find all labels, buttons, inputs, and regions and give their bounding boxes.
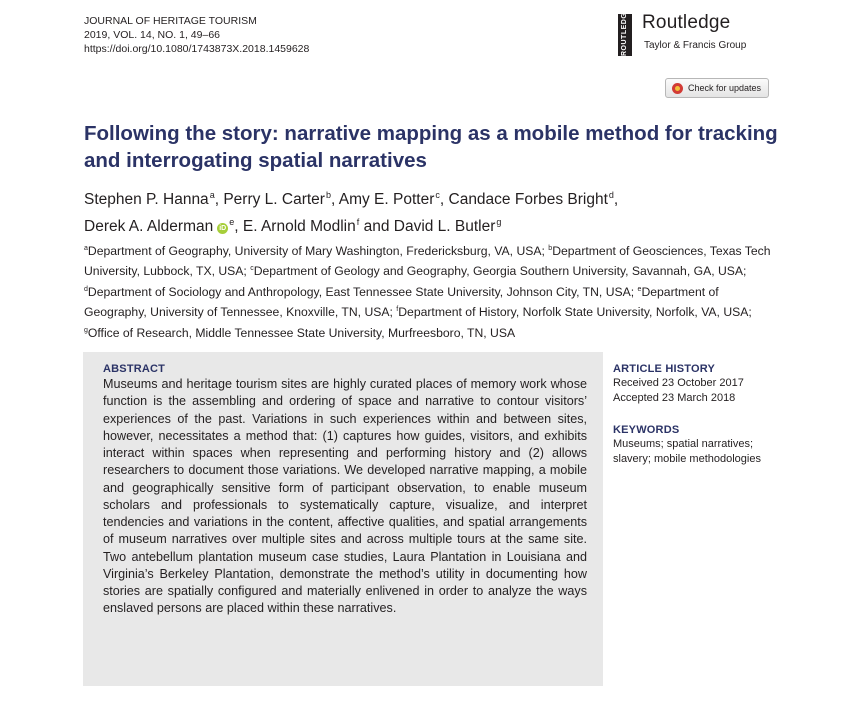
abstract-box xyxy=(83,352,603,686)
journal-name: JOURNAL OF HERITAGE TOURISM xyxy=(84,15,257,27)
author[interactable]: Derek A. Alderman $iD^e$ xyxy=(84,217,235,235)
author-list: Stephen P. Hanna$^a$, Perry L. Carter$^b$, Amy E. Potter$^c$, Candace Forbes Bright$^d$, Derek A. Alderman $iD^e$, E. Arnold Modlin$^f$ and David L. Butler$^g$ xyxy=(84,190,619,235)
journal-info xyxy=(84,14,309,56)
publisher-logo xyxy=(618,7,778,62)
article-history xyxy=(613,362,783,406)
article-title: Following the story: narrative mapping as a mobile method for tracking and interrogating spatial narratives xyxy=(84,122,778,172)
publisher-subtitle: Taylor & Francis Group xyxy=(644,40,747,51)
author[interactable]: David L. Butler$^g$ xyxy=(393,217,502,235)
author[interactable]: Perry L. Carter$^b$ xyxy=(223,190,331,208)
author[interactable]: Amy E. Potter$^c$ xyxy=(338,190,440,208)
author[interactable]: E. Arnold Modlin$^f$ xyxy=(242,217,360,235)
check-for-updates-label: Check for updates xyxy=(688,83,762,93)
crossmark-icon xyxy=(672,83,683,94)
routledge-mark-icon: ROUTLEDGE xyxy=(618,14,632,56)
abstract-text: Museums and heritage tourism sites are highly curated places of memory work whose function is the assembling and ordering of space and narrative to contour visitors’ experiences of the past. Variations in such experiences within and between sites, however, necessitates a method that: (1) captures how guides, visitors, and exhibits interact within spaces when representing and performing history and (2) allows researchers to document those variations. We developed narrative mapping, a mobile and geographically sensitive form of participant observation, to enable museum scholars and professionals to systematically capture, visualize, and interpret tendencies and variations in the content, affective qualities, and spatial arrangements of museum narratives over multiple sites and across multiple tours at the same site. Two antebellum plantation museum case studies, Laura Plantation in Louisiana and Virginia’s Berkeley Plantation, demonstrate the method’s utility in documenting how stories are spatially configured and materially enlivened in order to analyze the ways enslaved persons are placed within these narratives. xyxy=(103,377,587,616)
author[interactable]: Stephen P. Hanna$^a$ xyxy=(84,190,215,208)
keywords xyxy=(613,423,783,467)
doi-link[interactable]: https://doi.org/10.1080/1743873X.2018.1459628 xyxy=(84,43,310,55)
check-for-updates-button[interactable] xyxy=(665,78,769,98)
keywords-heading: KEYWORDS xyxy=(613,424,680,436)
author[interactable]: Candace Forbes Bright$^d$ xyxy=(448,190,614,208)
keywords-text: Museums; spatial narratives; slavery; mobile methodologies xyxy=(613,438,761,465)
publisher-name: Routledge xyxy=(642,12,731,33)
orcid-icon[interactable]: iD xyxy=(219,225,227,232)
volume-line: 2019, VOL. 14, NO. 1, 49–66 xyxy=(84,29,221,41)
accepted-date: Accepted 23 March 2018 xyxy=(613,392,736,404)
received-date: Received 23 October 2017 xyxy=(613,377,744,389)
abstract-heading: ABSTRACT xyxy=(103,363,166,375)
article-history-heading: ARTICLE HISTORY xyxy=(613,363,716,375)
affiliations: $^a$Department of Geography, University of Mary Washington, Fredericksburg, VA, USA; $^b$Department of Geosciences, Texas Tech University, Lubbock, TX, USA; $^c$Department of Geology and Geography, Georgia Southern University, Savannah, GA, USA; $^d$Department of Sociology and Anthropology, East Tennessee State University, Johnson City, TN, USA; $^e$Department of Geography, University of Tennessee, Knoxville, TN, USA; $^f$Department of History, Norfolk State University, Norfolk, VA, USA; $^g$Office of Research, Middle Tennessee State University, Murfreesboro, TN, USA xyxy=(84,244,771,340)
